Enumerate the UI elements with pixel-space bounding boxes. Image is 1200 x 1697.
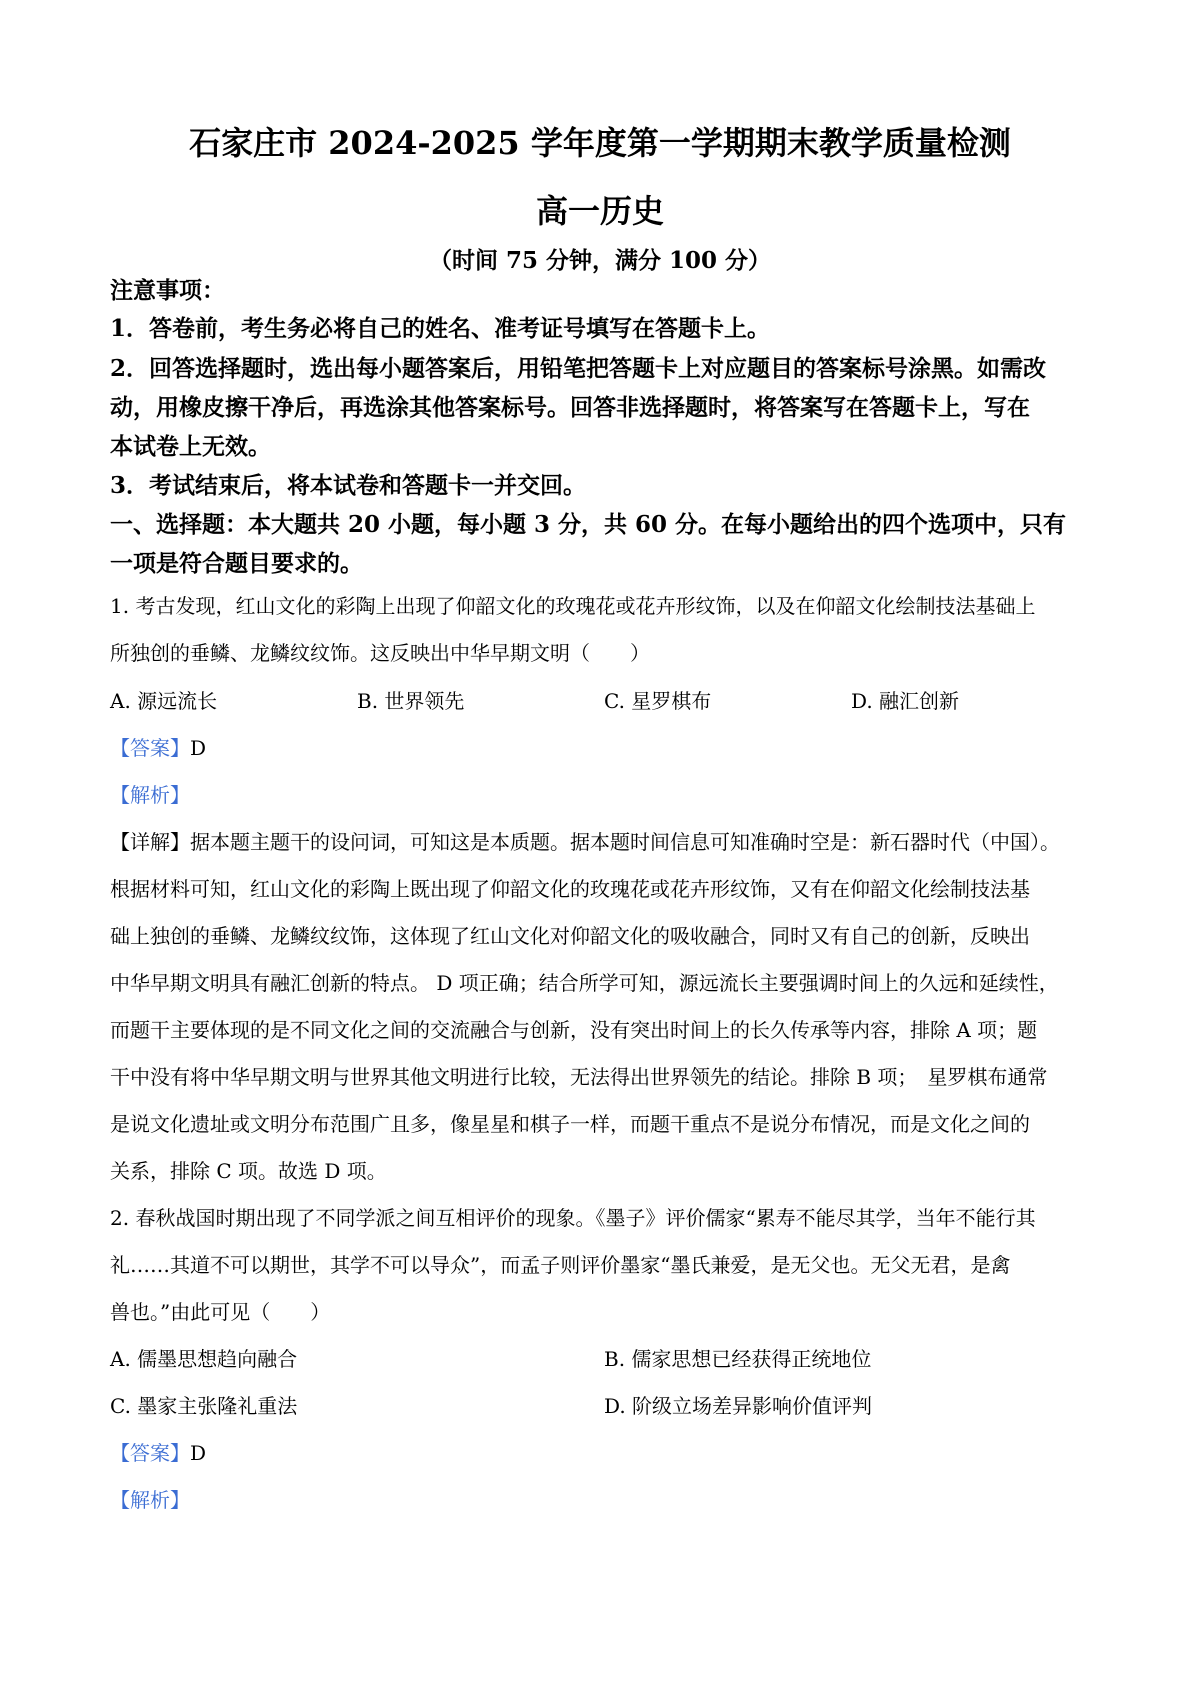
q1-detail-line-7: 是说文化遗址或文明分布范围广且多，像星星和棋子一样，而题干重点不是说分布情况，而是文化之间的 [110,1112,1030,1136]
q2-stem-line-1: 2. 春秋战国时期出现了不同学派之间互相评价的现象。《墨子》评价儒家“累寿不能尽其学，当年不能行其 [110,1206,1036,1230]
q1-option-b: B. 世界领先 [357,689,465,713]
exam-title: 石家庄市 2024-2025 学年度第一学期期末教学质量检测 [189,124,1011,162]
answer-label: 【答案】 [110,736,190,760]
section-heading-line-2: 一项是符合题目要求的。 [110,550,363,577]
notice-item-1: 1．答卷前，考生务必将自己的姓名、准考证号填写在答题卡上。 [110,315,771,342]
answer-value: D [190,736,207,760]
answer-value: D [190,1441,207,1465]
q1-option-d: D. 融汇创新 [851,689,960,713]
q2-analysis-label: 【解析】 [110,1488,190,1512]
q1-detail-line-3: 础上独创的垂鳞、龙鳞纹纹饰，这体现了红山文化对仰韶文化的吸收融合，同时又有自己的创新，反映出 [110,924,1030,948]
q2-answer [110,1437,206,1466]
q1-detail-line-5: 而题干主要体现的是不同文化之间的交流融合与创新，没有突出时间上的长久传承等内容，排除 A 项；题 [110,1018,1038,1042]
q1-detail-line-8: 关系，排除 C 项。故选 D 项。 [110,1159,387,1183]
section-heading-line-1: 一、选择题：本大题共 20 小题，每小题 3 分，共 60 分。在每小题给出的四个选项中，只有 [110,511,1067,538]
q2-option-a: A. 儒墨思想趋向融合 [110,1347,298,1371]
q1-answer [110,732,206,761]
q1-option-c: C. 星罗棋布 [604,689,712,713]
notice-item-2-line-1: 2．回答选择题时，选出每小题答案后，用铅笔把答题卡上对应题目的答案标号涂黑。如需改 [110,355,1047,382]
notice-item-2-line-2: 动，用橡皮擦干净后，再选涂其他答案标号。回答非选择题时，将答案写在答题卡上，写在 [110,394,1030,421]
q1-stem-line-2: 所独创的垂鳞、龙鳞纹纹饰。这反映出中华早期文明（ ） [110,641,650,665]
time-note: （时间 75 分钟，满分 100 分） [428,247,772,274]
q1-detail-line-1: 【详解】据本题主题干的设问词，可知这是本质题。据本题时间信息可知准确时空是：新石器时代（中国）。 [110,830,1060,854]
q2-option-c: C. 墨家主张隆礼重法 [110,1394,298,1418]
q1-detail-line-4: 中华早期文明具有融汇创新的特点。 D 项正确；结合所学可知，源远流长主要强调时间上的久远和延续性， [110,971,1059,995]
notice-item-3: 3．考试结束后，将本试卷和答题卡一并交回。 [110,472,587,499]
q2-option-d: D. 阶级立场差异影响价值评判 [604,1394,873,1418]
q1-detail-line-2: 根据材料可知，红山文化的彩陶上既出现了仰韶文化的玫瑰花或花卉形纹饰，又有在仰韶文化绘制技法基 [110,877,1030,901]
notice-heading: 注意事项： [110,277,225,304]
q1-analysis-label: 【解析】 [110,783,190,807]
subject-title: 高一历史 [535,192,664,230]
q1-detail-line-6: 干中没有将中华早期文明与世界其他文明进行比较，无法得出世界领先的结论。排除 B 项； 星罗棋布通常 [110,1065,1048,1089]
q2-option-b: B. 儒家思想已经获得正统地位 [604,1347,872,1371]
q2-stem-line-3: 兽也。”由此可见（ ） [110,1300,331,1324]
answer-label: 【答案】 [110,1441,190,1465]
q2-stem-line-2: 礼……其道不可以期世，其学不可以导众”，而孟子则评价墨家“墨氏兼爱，是无父也。无父无君，是禽 [110,1253,1011,1277]
q1-option-a: A. 源远流长 [110,689,218,713]
notice-item-2-line-3: 本试卷上无效。 [110,433,271,460]
q1-stem-line-1: 1. 考古发现，红山文化的彩陶上出现了仰韶文化的玫瑰花或花卉形纹饰，以及在仰韶文化绘制技法基础上 [110,594,1036,618]
